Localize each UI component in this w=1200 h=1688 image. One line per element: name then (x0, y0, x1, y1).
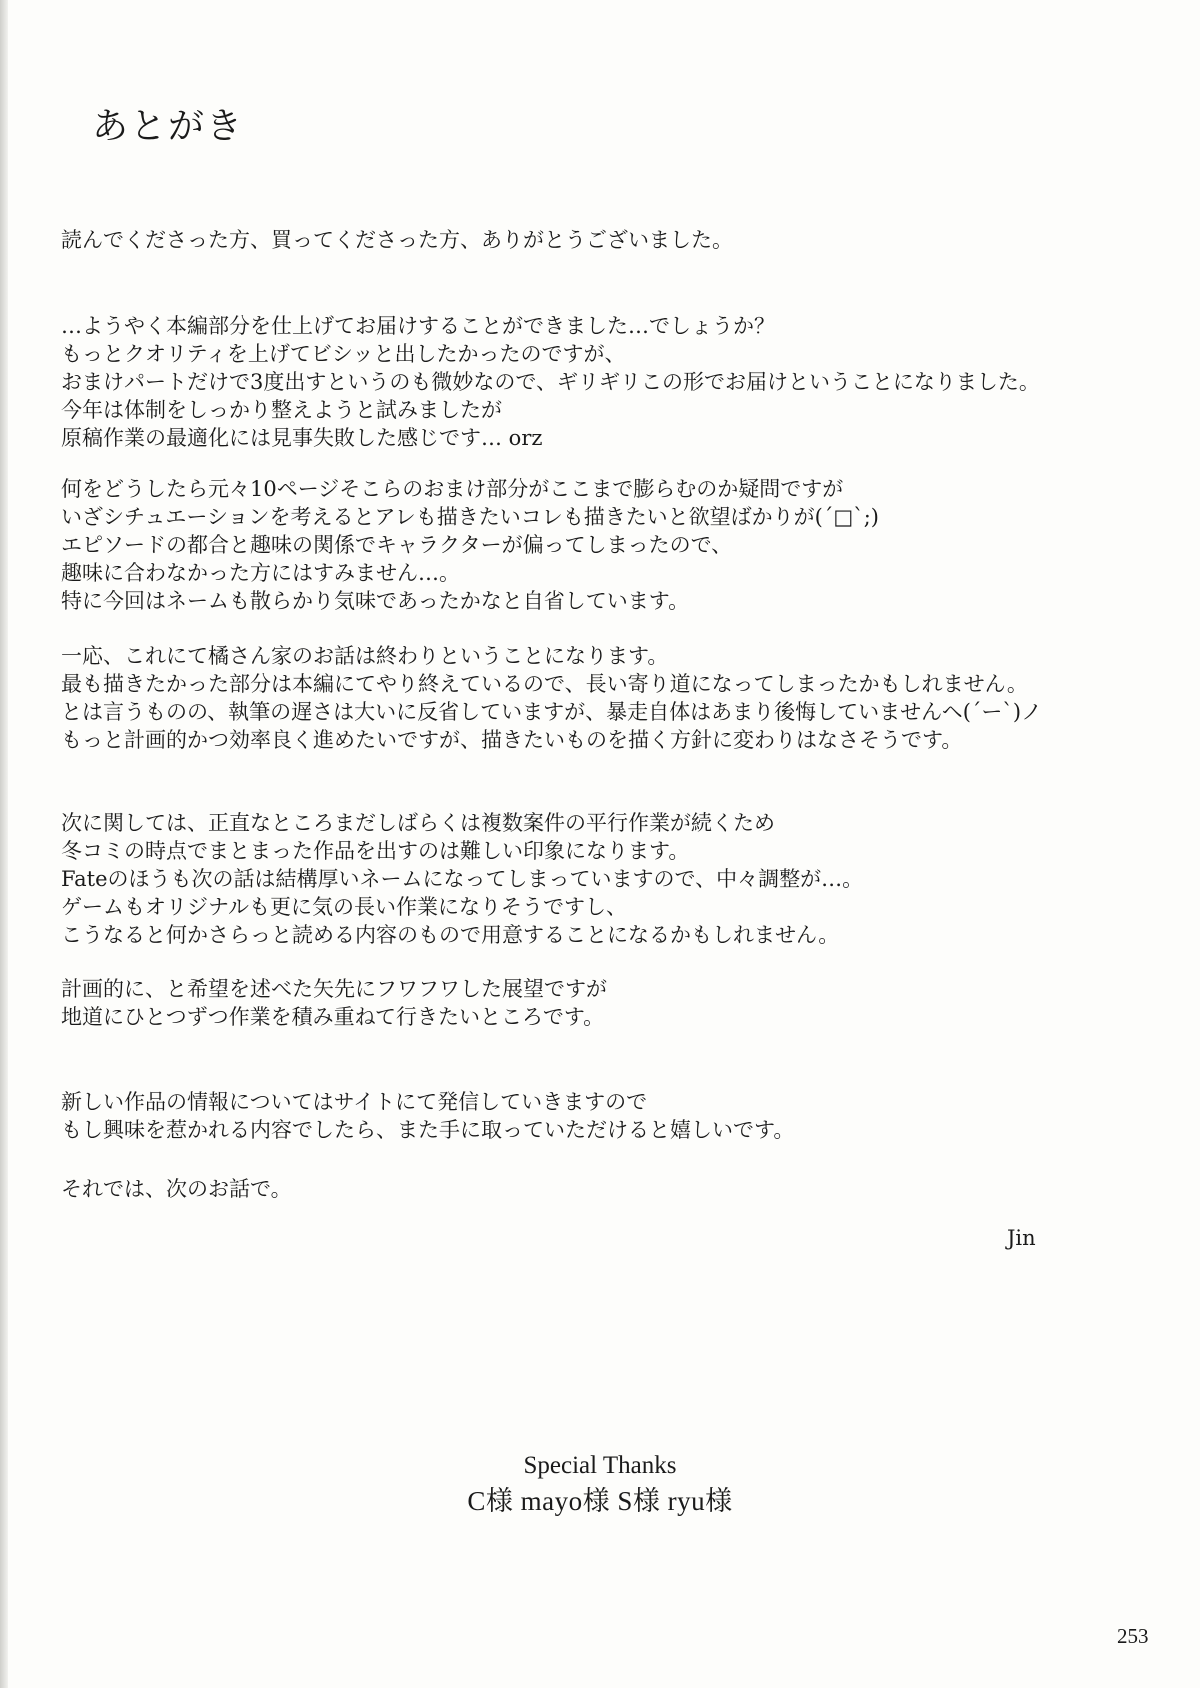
text-line: 読んでくださった方、買ってくださった方、ありがとうございました。 (61, 228, 733, 252)
paragraph-bonus-part (61, 475, 1141, 615)
text-line: とは言うものの、執筆の遅さは大いに反省していますが、暴走自体はあまり後悔していませんヘ(´ー`)ノ (61, 700, 1043, 724)
paragraph-conclusion (61, 642, 1141, 754)
text-line: おまけパートだけで3度出すというのも微妙なので、ギリギリこの形でお届けということになりました。 (61, 370, 1040, 394)
text-line: 原稿作業の最適化には見事失敗した感じです… orz (61, 426, 543, 450)
text-line: 特に今回はネームも散らかり気味であったかなと自省しています。 (61, 589, 690, 613)
paragraph-next-plans (61, 809, 1141, 949)
text-line: もっとクオリティを上げてビシッと出したかったのですが、 (61, 342, 626, 366)
text-line: 計画的に、と希望を述べた矢先にフワフワした展望ですが (61, 977, 607, 1001)
paragraph-site-info (61, 1088, 1141, 1144)
text-line: 冬コミの時点でまとまった作品を出すのは難しい印象になります。 (61, 839, 690, 863)
special-thanks-heading: Special Thanks (523, 1452, 677, 1479)
text-line: 地道にひとつずつ作業を積み重ねて行きたいところです。 (61, 1005, 605, 1029)
text-line: こうなると何かさらっと読める内容のもので用意することになるかもしれません。 (61, 923, 840, 947)
paragraph-outlook (61, 975, 1141, 1031)
text-line: それでは、次のお話で。 (61, 1177, 292, 1201)
text-line: もっと計画的かつ効率良く進めたいですが、描きたいものを描く方針に変わりはなさそうです。 (61, 728, 963, 752)
paragraph-thanks (61, 226, 1141, 254)
text-line: 新しい作品の情報についてはサイトにて発信していきますので (61, 1090, 648, 1114)
author-signature: Jin (1007, 1226, 1036, 1250)
text-line: 何をどうしたら元々10ページそこらのおまけ部分がここまで膨らむのか疑問ですが (61, 477, 844, 501)
text-line: エピソードの都合と趣味の関係でキャラクターが偏ってしまったので、 (61, 533, 733, 557)
text-line: いざシチュエーションを考えるとアレも描きたいコレも描きたいと欲望ばかりが(´□`;) (61, 505, 879, 529)
text-line: Fateのほうも次の話は結構厚いネームになってしまっていますので、中々調整が…。 (61, 867, 864, 891)
page-edge (0, 0, 8, 1688)
page-title: あとがき (92, 106, 245, 147)
text-line: 趣味に合わなかった方にはすみません…。 (61, 561, 460, 585)
special-thanks (0, 1450, 1200, 1518)
paragraph-main-story (61, 312, 1141, 452)
text-line: もし興味を惹かれる内容でしたら、また手に取っていただけると嬉しいです。 (61, 1118, 795, 1142)
text-line: 次に関しては、正直なところまだしばらくは複数案件の平行作業が続くため (61, 811, 775, 835)
page-number: 253 (1117, 1624, 1149, 1648)
text-line: 最も描きたかった部分は本編にてやり終えているので、長い寄り道になってしまったかもしれません。 (61, 672, 1028, 696)
paragraph-closing (61, 1175, 1141, 1203)
special-thanks-names: C様 mayo様 S様 ryu様 (467, 1486, 733, 1516)
text-line: …ようやく本編部分を仕上げてお届けすることができました…でしょうか？ (61, 314, 775, 338)
text-line: 今年は体制をしっかり整えようと試みましたが (61, 398, 502, 422)
text-line: 一応、これにて橘さん家のお話は終わりということになります。 (61, 644, 669, 668)
text-line: ゲームもオリジナルも更に気の長い作業になりそうですし、 (61, 895, 627, 919)
